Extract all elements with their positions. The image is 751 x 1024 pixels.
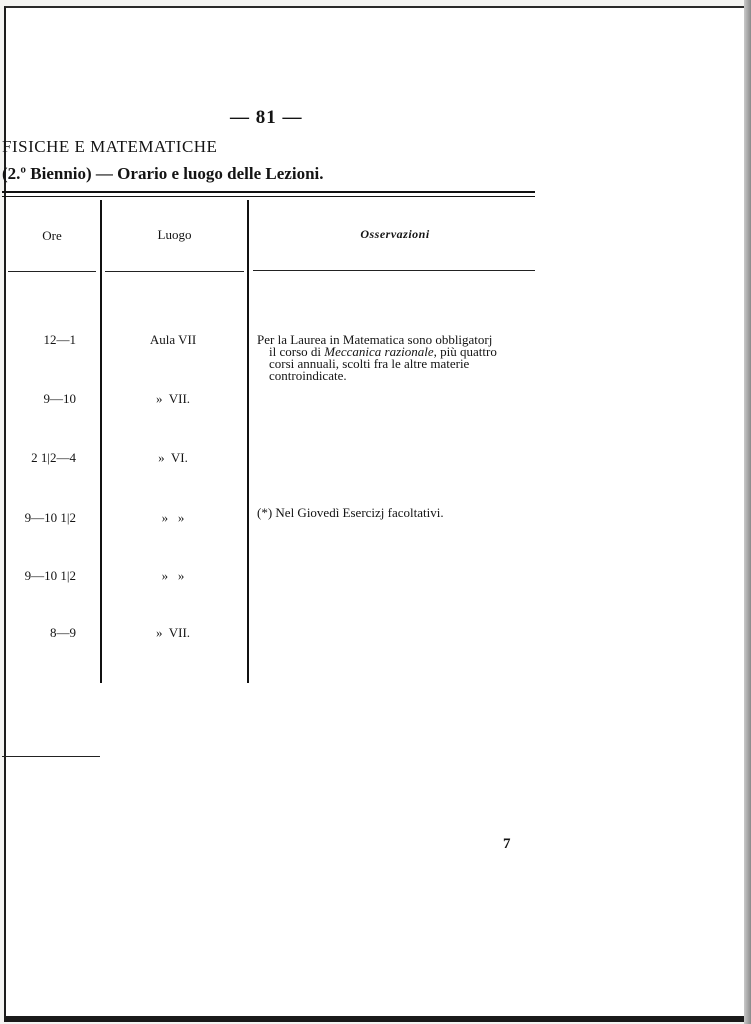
table-top-rule-thin: [2, 196, 535, 197]
header-rule-osservazioni: [253, 270, 535, 271]
table-row-5-luogo: » »: [161, 568, 185, 583]
table-row-6-luogo: » VII.: [155, 625, 191, 640]
table-top-rule: [2, 191, 535, 193]
note-line: corsi annuali, scolti fra le altre materie: [269, 356, 470, 371]
table-row-2-luogo: » VII.: [155, 391, 191, 406]
sheet-number: 7: [503, 836, 511, 852]
table-row-4-luogo: » »: [161, 510, 185, 525]
note-line: Per la Laurea in Matematica sono obbligatorj: [257, 332, 493, 347]
header-rule-luogo: [105, 271, 244, 272]
column-divider-1: [100, 200, 102, 683]
page-number: — 81 —: [230, 107, 303, 128]
column-header-luogo: Luogo: [157, 227, 192, 242]
table-row-1-ore: 12—1: [43, 332, 76, 347]
header-rule-ore: [8, 271, 96, 272]
table-row-3-luogo: » VI.: [158, 450, 188, 465]
section-title: FISICHE E MATEMATICHE: [2, 137, 218, 156]
note-line: controindicate.: [269, 368, 347, 383]
note-text: , più quattro: [433, 344, 497, 359]
column-header-ore: Ore: [42, 228, 62, 243]
note-emphasis: Meccanica razionale: [324, 344, 434, 359]
table-row-3-ore: 2 1|2—4: [31, 450, 76, 465]
table-row-4-ore: 9—10 1|2: [24, 510, 76, 525]
table-row-6-ore: 8—9: [50, 625, 76, 640]
table-title: (2.º Biennio) — Orario e luogo delle Lezioni.: [2, 164, 324, 183]
table-row-2-ore: 9—10: [43, 391, 76, 406]
note-text: il corso di: [269, 344, 321, 359]
note-esercizi: (*) Nel Giovedì Esercizj facoltativi.: [257, 505, 444, 520]
table-row-1-luogo: Aula VII: [149, 332, 197, 347]
column-header-osservazioni: Osservazioni: [360, 227, 430, 241]
footer-rule: [2, 756, 100, 757]
table-row-5-ore: 9—10 1|2: [24, 568, 76, 583]
column-divider-2: [247, 200, 249, 683]
page-edge: [744, 0, 751, 1024]
note-laurea-matematica: [257, 334, 542, 382]
